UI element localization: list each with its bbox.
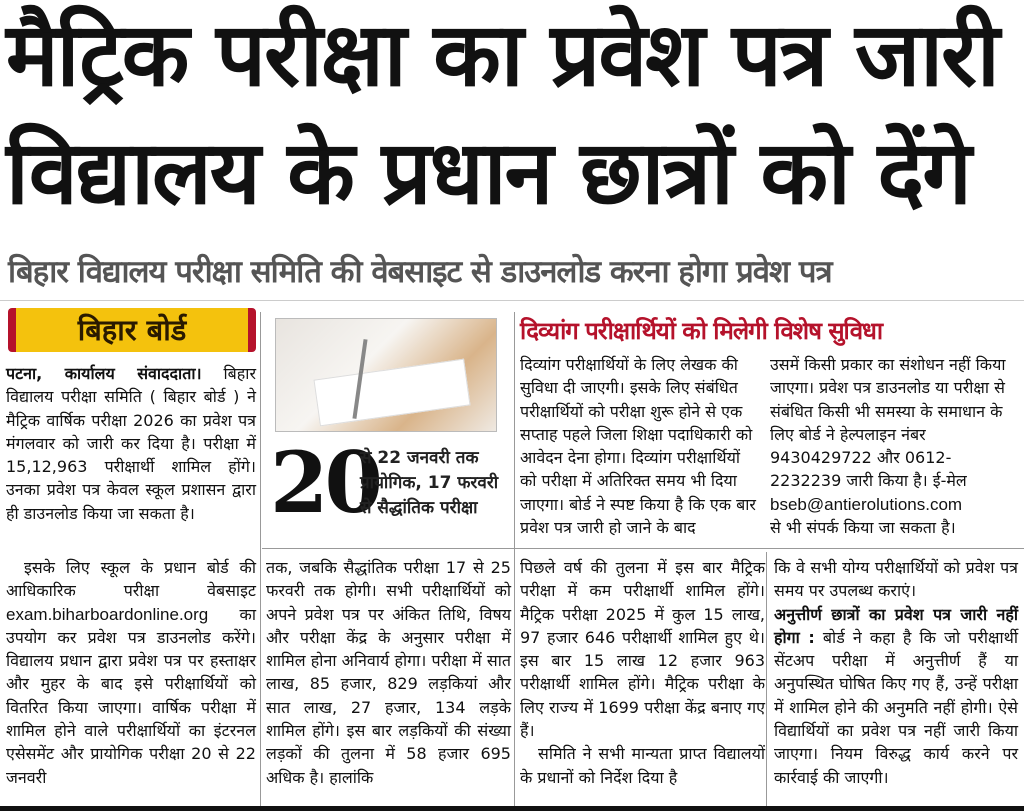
column-divider <box>514 312 515 806</box>
sidebar-col-b <box>770 353 1018 539</box>
column-2: तक, जबकि सैद्धांतिक परीक्षा 17 से 25 फरवरी तक होगी। सभी परीक्षार्थियों को अपने प्रवेश पत्र पर अंकित तिथि, विषय और परीक्षा केंद्र के अनुसार परीक्षा में शामिल होना अनिवार्य होगा। परीक्षा में सात लाख, 85 हजार, 829 लड़कियां और सात लाख, 27 हजार, 134 लड़के शामिल होंगे। इस बार लड़कियों की संख्या लड़कों की तुलना में 58 हजार 695 अधिक है। हालांकि <box>266 558 511 787</box>
paper-shape <box>313 359 470 427</box>
column-3 <box>520 556 765 789</box>
bottom-edge <box>0 806 1024 811</box>
column-1-bottom <box>6 556 256 789</box>
headline-line-2: विद्यालय के प्रधान छात्रों को देंगे <box>6 121 970 224</box>
website-link[interactable]: exam.biharboardonline.org <box>6 604 209 624</box>
section-divider <box>262 548 1024 549</box>
divider <box>0 300 1024 301</box>
para-2a: इसके लिए स्कूल के प्रधान बोर्ड की आधिकारिक परीक्षा वेबसाइट <box>6 558 256 601</box>
column-divider <box>766 552 767 806</box>
column-1-top <box>6 362 256 525</box>
email-link[interactable]: bseb@antierolutions.com <box>770 494 963 514</box>
para: बोर्ड ने कहा है कि जो परीक्षार्थी सेंटअप परीक्षा में अनुत्तीर्ण हैं या अनुपस्थित घोषित किए गए हैं, उन्हें परीक्षा में शामिल होने की अनुमति नहीं होगी। ऐसे विद्यार्थियों का प्रवेश पत्र नहीं जारी किया जाएगा। नियम विरुद्ध कार्य करने पर कार्रवाई की जाएगी। <box>774 627 1018 787</box>
subheadline: बिहार विद्यालय परीक्षा समिति की वेबसाइट से डाउनलोड करना होगा प्रवेश पत्र <box>8 254 832 290</box>
para-2b: का उपयोग कर प्रवेश पत्र डाउनलोड करेंगे। विद्यालय प्रधान द्वारा प्रवेश पत्र पर हस्ताक्षर और मुहर के बाद इसे परीक्षार्थियों को वितरित किया जाएगा। वार्षिक परीक्षा में शामिल होने वाले परीक्षार्थियों का इंटरनल एसेसमेंट और प्रायोगिक परीक्षा 20 से 22 जनवरी <box>6 604 256 787</box>
sidebar-col-a: दिव्यांग परीक्षार्थियों के लिए लेखक की सुविधा दी जाएगी। इसके लिए संबंधित परीक्षार्थियों को परीक्षा शुरू होने से एक सप्ताह पहले जिला शिक्षा पदाधिकारी को आवेदन देना होगा। दिव्यांग परीक्षार्थियों को परीक्षा में अतिरिक्त समय भी दिया जाएगा। बोर्ड ने स्पष्ट किया है कि एक बार प्रवेश पत्र जारी हो जाने के बाद <box>520 355 756 538</box>
column-4 <box>774 556 1018 789</box>
highlight-text: से 22 जनवरी तक प्रायोगिक, 17 फरवरी से सैद्धांतिक परीक्षा <box>360 448 499 518</box>
contact-text: से भी संपर्क किया जा सकता है। <box>770 518 956 538</box>
para: समिति ने सभी मान्यता प्राप्त विद्यालयों के प्रधानों को निर्देश दिया है <box>520 744 765 787</box>
column-divider <box>260 312 261 806</box>
section-badge: बिहार बोर्ड <box>8 308 256 352</box>
dateline: पटना, कार्यालय संवाददाता। <box>6 364 202 383</box>
highlight-number: 20 <box>270 433 379 532</box>
students-writing-photo <box>275 318 497 432</box>
para-1: बिहार विद्यालय परीक्षा समिति ( बिहार बोर्ड ) ने मैट्रिक वार्षिक परीक्षा 2026 का प्रवेश पत्र मंगलवार को जारी कर दिया है। परीक्षा में 15,12,963 परीक्षार्थी शामिल होंगे। उनका प्रवेश पत्र केवल स्कूल प्रशासन द्वारा ही डाउनलोड किया जा सकता है। <box>6 364 256 523</box>
para: पिछले वर्ष की तुलना में इस बार मैट्रिक परीक्षा में कम परीक्षार्थी शामिल होंगे। मैट्रिक परीक्षा 2025 में कुल 15 लाख, 97 हजार 646 परीक्षार्थी शामिल हुए थे। इस बार 15 लाख 12 हजार 963 परीक्षार्थी शामिल होंगे। मैट्रिक परीक्षा के लिए राज्य में 1699 परीक्षा केंद्र बनाए गए हैं। <box>520 558 765 741</box>
headline-line-1: मैट्रिक परीक्षा का प्रवेश पत्र जारी <box>6 3 998 106</box>
para: कि वे सभी योग्य परीक्षार्थियों को प्रवेश पत्र समय पर उपलब्ध कराएं। <box>774 558 1018 601</box>
sidebar-heading: दिव्यांग परीक्षार्थियों को मिलेगी विशेष सुविधा <box>520 317 883 345</box>
subhead: अनुत्तीर्ण छात्रों का प्रवेश पत्र जारी नहीं होगा : <box>774 604 1018 647</box>
helpline-text: उसमें किसी प्रकार का संशोधन नहीं किया जाएगा। प्रवेश पत्र डाउनलोड या परीक्षा से संबंधित किसी भी समस्या के समाधान के लिए बोर्ड ने हेल्पलाइन नंबर 9430429722 और 0612-2232239 जारी किया है। ई-मेल <box>770 355 1006 491</box>
